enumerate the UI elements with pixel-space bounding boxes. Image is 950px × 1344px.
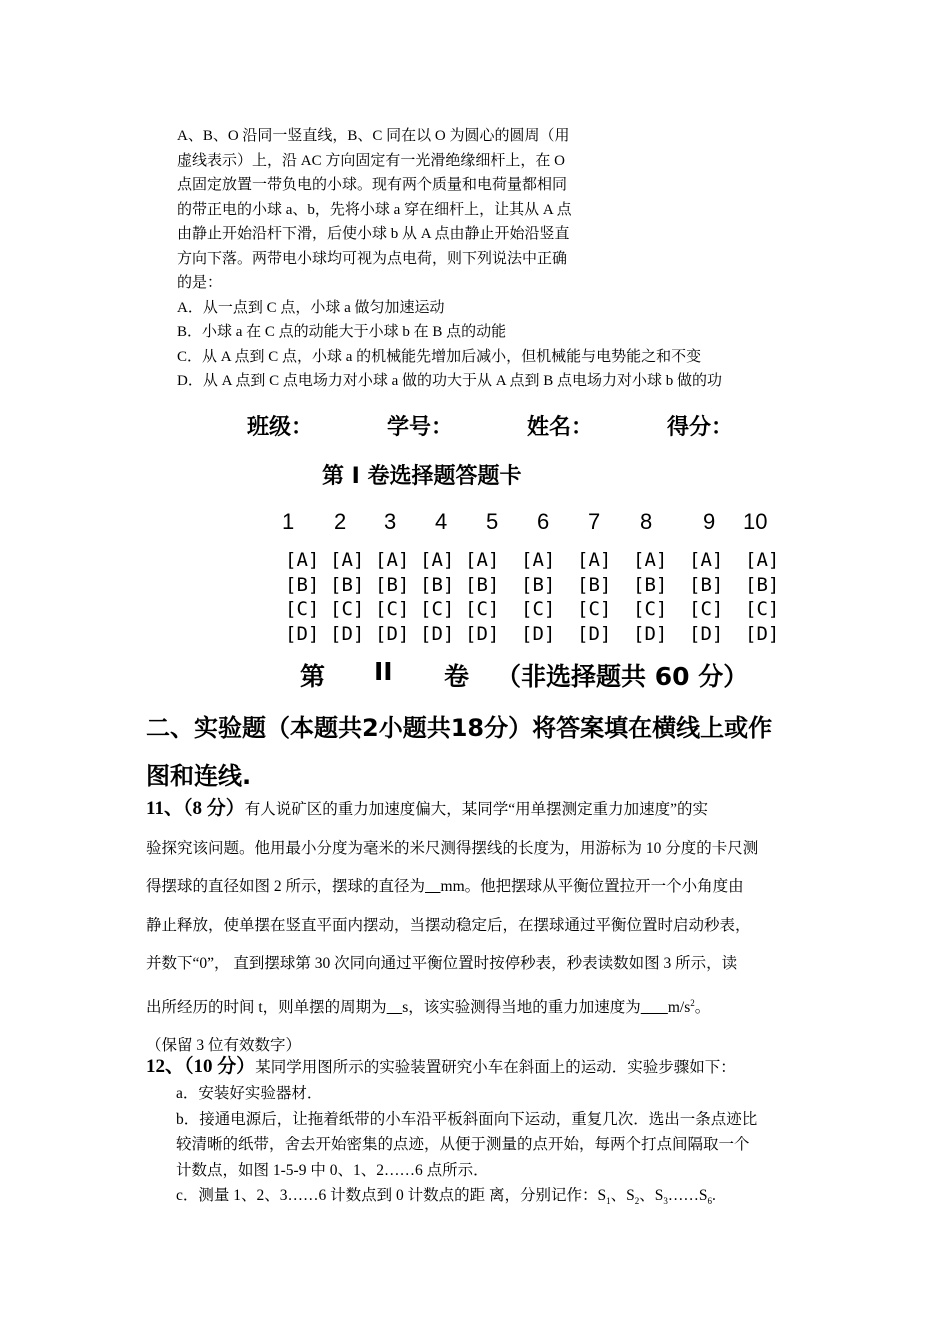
q11-text: 。 [694,998,711,1016]
q12-step-b-1: b．接通电源后，让拖着纸带的小车沿平板斜面向下运动，重复几次．选出一条点迹比 [176,1110,758,1128]
choice-d[interactable]: [D] [689,622,724,645]
choice-c[interactable]: [C] [689,598,724,620]
subscript: 2 [634,1196,640,1207]
q11-line-2: 验探究该问题。他用最小分度为毫米的米尺测得摆线的长度为，用游标为 10 分度的卡尺测 [146,839,759,857]
choice-b[interactable]: [B] [375,573,410,596]
answer-column-2 [330,548,364,646]
answer-column-10 [745,548,779,646]
answer-column-5 [465,548,499,646]
choice-b[interactable]: [B] [521,573,556,596]
q10-option-a: A．从一点到 C 点，小球 a 做匀加速运动 [177,299,445,316]
choice-c[interactable]: [C] [285,598,320,620]
q12-number: 12、 [146,1056,185,1077]
q12-score: （10 分） [184,1056,256,1077]
choice-d[interactable]: [D] [465,622,500,645]
q10-option-b: B．小球 a 在 C 点的动能大于小球 b 在 B 点的动能 [177,324,507,340]
choice-a[interactable]: [A] [577,549,612,571]
q10-stem-line: 点固定放置一带负电的小球。现有两个质量和电荷量都相同 [177,177,568,193]
subscript: 6 [707,1196,713,1207]
choice-b[interactable]: [B] [745,573,780,596]
q12-line-1 [146,1054,736,1081]
q11-line-1 [146,790,758,830]
q11-line-3 [146,868,758,907]
answer-column-4 [420,548,454,646]
choice-a[interactable]: [A] [465,549,500,571]
choice-c[interactable]: [C] [375,598,410,620]
choice-d[interactable]: [D] [633,622,668,645]
q11-line-5: 并数下“0”， 直到摆球第 30 次同向通过平衡位置时按停秒表，秒表读数如图 3 所示，读 [146,955,738,972]
choice-c[interactable]: [C] [745,598,780,620]
answer-column-8 [633,548,667,646]
q12-step-c [176,1183,757,1215]
choice-c[interactable]: [C] [633,598,668,620]
section2-heading-line1: 二、实验题（本题共2小题共18分）将答案填在横线上或作 [146,714,773,742]
q11-block [146,790,758,1066]
part2-title-first: 第 [300,662,326,691]
q12-step-a: a．安装好实验器材． [176,1085,323,1102]
q10-option-c: C．从 A 点到 C 点，小球 a 的机械能先增加后减小，但机械能与电势能之和不变 [177,348,702,365]
choice-d[interactable]: [D] [745,622,780,645]
unit-exponent: 2 [690,997,695,1008]
q11-line-4: 静止释放，使单摆在竖直平面内摆动，当摆动稳定后，在摆球通过平衡位置时启动秒表， [146,916,751,934]
q11-line-7: （保留 3 位有效数字） [146,1037,302,1055]
q10-stem-line: 的带正电的小球 a、b，先将小球 a 穿在细杆上，让其从 A 点 [177,201,572,218]
q11-text: s，该实验测得当地的重力加速度为 [402,998,641,1016]
choice-d[interactable]: [D] [577,622,612,645]
choice-c[interactable]: [C] [465,598,500,620]
question-number: 7 [588,509,601,534]
q12-steps [176,1081,757,1215]
q10-option-d: D．从 A 点到 C 点电场力对小球 a 做的功大于从 A 点到 B 点电场力对小球 b 做的功 [177,373,723,389]
q10-stem-line: 虚线表示）上，沿 AC 方向固定有一光滑绝缘细杆上，在 O [177,152,565,169]
choice-a[interactable]: [A] [420,549,455,571]
q10-stem-line: A、B、O 沿同一竖直线，B、C 同在以 O 为圆心的圆周（用 [177,128,570,144]
choice-d[interactable]: [D] [521,622,556,645]
answer-column-1 [285,548,319,646]
choice-a[interactable]: [A] [330,549,365,571]
choice-b[interactable]: [B] [330,573,365,596]
q10-stem-line: 方向下落。两带电小球均可视为点电荷，则下列说法中正确 [177,250,568,267]
q11-text: 有人说矿区的重力加速度偏大，某同学“用单摆测定重力加速度”的实 [244,801,708,818]
section2-heading-line2: 图和连线. [146,762,252,790]
choice-c[interactable]: [C] [420,598,455,620]
q12-text: S [597,1187,607,1204]
period-blank[interactable] [387,999,403,1016]
student-id-label: 学号： [387,415,454,440]
choice-a[interactable]: [A] [375,549,410,571]
q12-text: ……S [667,1187,708,1204]
choice-b[interactable]: [B] [285,573,320,596]
subscript: 1 [606,1196,611,1207]
q11-number: 11、 [146,798,183,819]
q11-score: （8 分） [182,798,245,819]
q11-text: 出所经历的时间 t，则单摆的周期为 [146,998,387,1016]
q12-text: . [712,1187,716,1204]
choice-c[interactable]: [C] [330,598,365,620]
q12-text: c．测量 1、2、3……6 计数点到 0 计数点的距 离，分别记作： [176,1187,598,1204]
choice-a[interactable]: [A] [633,549,668,571]
q12-step-b-2: 较清晰的纸带，舍去开始密集的点迹，从便于测量的点开始，每两个打点间隔取一个 [176,1136,750,1153]
part2-title-desc: （非选择题共 60 分） [496,662,749,691]
question-number: 5 [486,509,499,534]
choice-b[interactable]: [B] [633,573,668,596]
gravity-blank[interactable] [641,999,668,1016]
choice-b[interactable]: [B] [420,573,455,596]
answer-column-7 [577,548,611,646]
question-number: 2 [334,509,347,534]
choice-d[interactable]: [D] [285,622,320,645]
question-number: 10 [743,509,768,534]
choice-a[interactable]: [A] [745,549,780,571]
q10-stem-line: 的是： [177,275,223,291]
choice-a[interactable]: [A] [521,549,556,571]
q12-text: 、S [639,1187,664,1204]
question-number: 1 [282,509,295,534]
choice-c[interactable]: [C] [577,598,612,620]
part2-title-volume: 卷 [444,662,470,691]
question-number: 9 [703,509,716,534]
choice-c[interactable]: [C] [521,598,556,620]
part2-title-roman: II [374,657,393,686]
score-label: 得分： [667,415,734,440]
question-number: 4 [435,509,448,534]
q12-step-b-3: 计数点，如图 1-5-9 中 0、1、2……6 点所示． [176,1161,489,1179]
choice-a[interactable]: [A] [689,549,724,571]
choice-d[interactable]: [D] [330,622,365,645]
question-number: 6 [537,509,550,534]
q11-text: 得摆球的直径如图 2 所示，摆球的直径为 [146,878,426,895]
q10-stem-line: 由静止开始沿杆下滑，后使小球 b 从 A 点由静止开始沿竖直 [177,226,570,242]
answer-card-title: 第 I 卷选择题答题卡 [322,464,522,489]
unit-text: m/s [667,998,691,1016]
choice-d[interactable]: [D] [375,622,410,645]
choice-d[interactable]: [D] [420,622,455,645]
q10-stem [177,124,722,394]
q11-text: mm。他把摆球从平衡位置拉开一个小角度由 [440,878,744,895]
subscript: 3 [663,1196,668,1207]
class-label: 班级： [247,415,314,440]
question-number: 8 [640,509,653,534]
question-number: 3 [384,509,397,534]
answer-column-3 [375,548,409,646]
name-label: 姓名： [527,415,594,440]
choice-b[interactable]: [B] [689,573,724,596]
choice-b[interactable]: [B] [465,573,500,596]
choice-a[interactable]: [A] [285,549,320,571]
diameter-blank[interactable] [425,878,441,895]
q12-text: 某同学用图所示的实验装置研究小车在斜面上的运动．实验步骤如下： [255,1059,736,1076]
q11-line-6 [146,984,758,1028]
answer-column-6 [521,548,555,646]
q12-text: 、S [610,1187,635,1204]
choice-b[interactable]: [B] [577,573,612,596]
answer-column-9 [689,548,723,646]
